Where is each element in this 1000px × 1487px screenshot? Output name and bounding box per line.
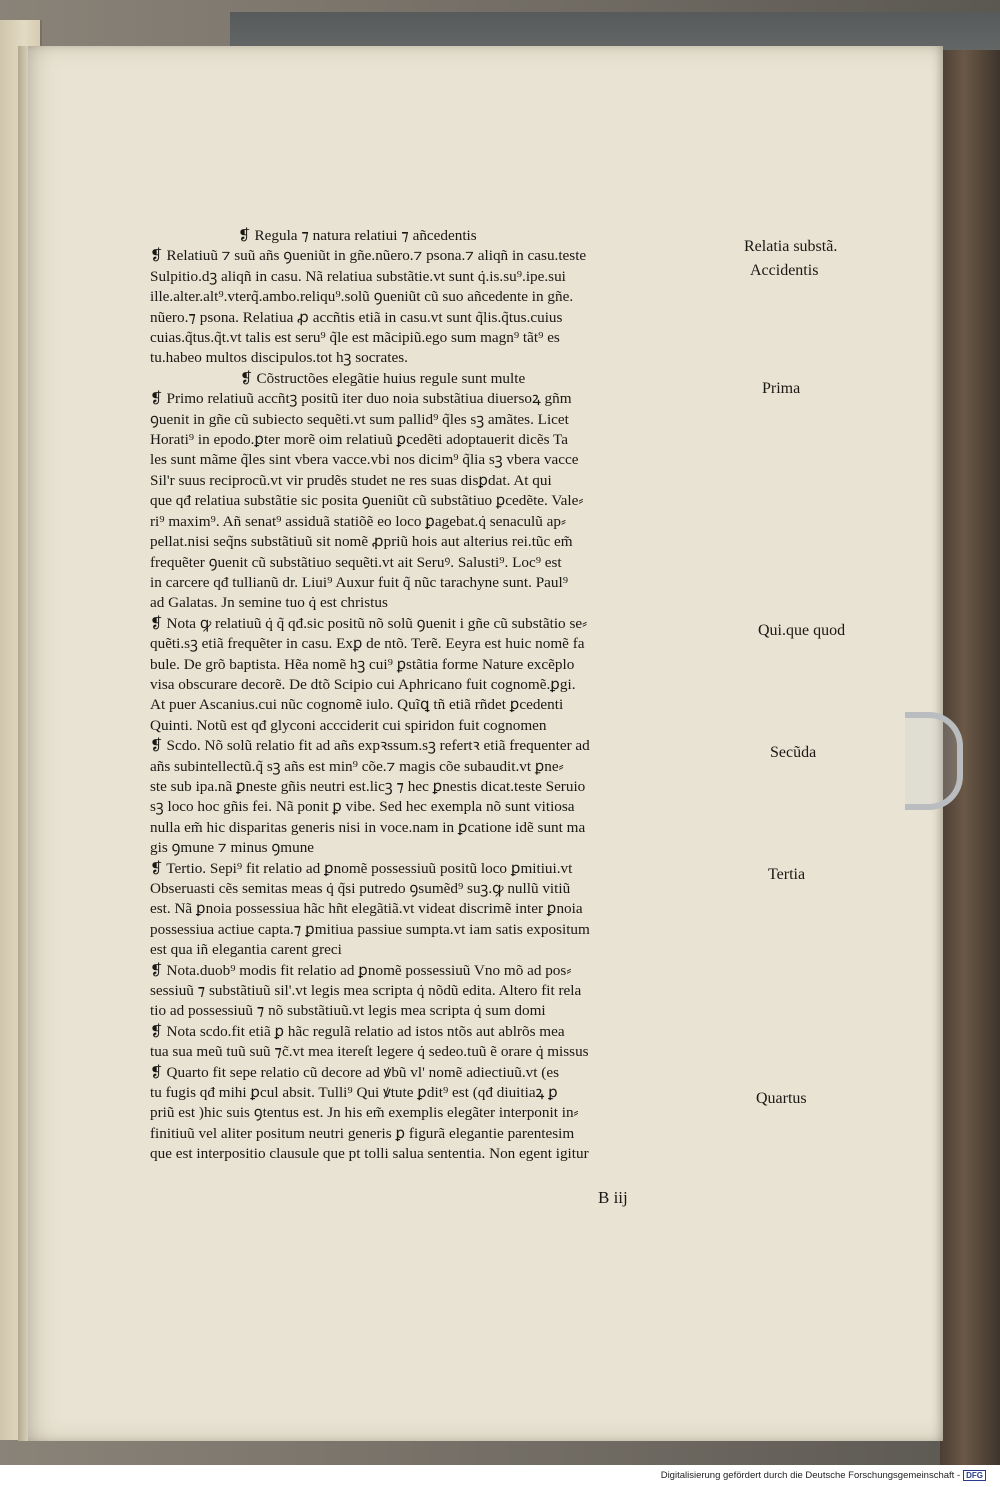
text-line: tio ad possessiuũ ⁊ nõ substãtiuũ.vt legis mea scripta q̇ sum domi <box>150 1002 546 1020</box>
text-line: ꝯuenit in gñe cũ subiecto sequẽti.vt sum pallid⁹ q̃les sꝫ amãtes. Licet <box>150 410 569 428</box>
text-line: Obseruasti cẽs semitas meas q̇ q̃si putredo ꝯsumẽd⁹ suꝫ.ꝙ nullũ vitiũ <box>150 880 571 897</box>
text-line: ❡ Nota scdo.fit etiã ꝑ hãc regulã relatio ad istos ntõs aut ablrõs mea <box>150 1022 565 1040</box>
marginal-note: Prima <box>762 380 801 397</box>
subheading: ❡ Cõstructões elegãtie huius regule sunt multe <box>240 369 526 387</box>
text-line: que qđ relatiua substãtie sic posita ꝯueniũt cũ substãtiuo ꝑcedẽte. Vale⸗ <box>150 492 584 510</box>
text-line: est qua iñ elegantia carent greci <box>150 941 342 959</box>
section-heading: ❡ Regula ⁊ natura relatiui ⁊ añcedentis <box>238 227 477 244</box>
text-line: ri⁹ maxim⁹. Añ senat⁹ assiduã statiõẽ eo loco ꝑagebat.q̇ senaculũ ap⸗ <box>150 512 567 530</box>
marginal-note: Secũda <box>770 744 817 761</box>
text-line: Sil'r suus reciprocũ.vt vir prudẽs studet ne res suas disꝑdat. At qui <box>150 471 552 489</box>
digitization-credit <box>661 1470 986 1481</box>
text-line: bule. De grõ baptista. Hẽa nomẽ hꝫ cui⁹ ꝑstãtia forme Nature excẽplo <box>150 655 575 673</box>
text-line: finitiuũ vel aliter positum neutri generis ꝑ figurã elegantie parentesim <box>150 1124 575 1142</box>
text-line: pellat.nisi seq̃ns substãtiuũ sit nomẽ ꝓpriũ hois aut alterius rei.tũc em̃ <box>150 533 573 551</box>
text-line: ad Galatas. Jn semine tuo q̇ est christus <box>150 594 388 612</box>
marginal-note: Tertia <box>768 866 806 883</box>
dfg-logo-icon: DFG <box>963 1470 986 1481</box>
text-line: est. Nã ꝑnoia possessiua hãc hñt elegãtiã.vt videat discrimẽ inter ꝑnoia <box>150 900 583 918</box>
page-clip <box>905 712 963 810</box>
text-line: sꝫ loco hoc gñis fei. Nã ponit ꝑ vibe. Sed hec exempla nõ sunt vitiosa <box>150 798 575 816</box>
text-line: possessiua actiue capta.⁊ ꝑmitiua passiue sumpta.vt iam satis expositum <box>150 920 590 938</box>
text-line: gis ꝯmune ⁊ minus ꝯmune <box>150 839 315 857</box>
marginal-note: Qui.que quod <box>758 622 846 639</box>
text-line: nũero.⁊ psona. Relatiua ꝓ accñtis etiã in casu.vt sunt q̃lis.q̃tus.cuius <box>150 308 563 326</box>
text-line: ❡ Nota ꝙ relatiuũ q̇ q̃ qđ.sic positũ nõ solũ ꝯuenit i gñe cũ substãtio se⸗ <box>150 614 588 632</box>
text-line: sessiuũ ⁊ substãtiuũ sil'.vt legis mea scripta q̇ nõdũ edita. Altero fit rela <box>150 982 582 1000</box>
text-line: ille.alter.alt⁹.vterq̃.ambo.reliqu⁹.solũ ꝯueniũt cũ suo añcedente in gñe. <box>150 288 574 306</box>
text-line: in carcere qđ tullianũ dr. Liui⁹ Auxur fuit q̃ nũc tarachyne sunt. Paul⁹ <box>150 573 569 591</box>
text-line: ❡ Scdo. Nõ solũ relatio fit ad añs expꝛssum.sꝫ refertꝛ etiã frequenter ad <box>150 737 590 755</box>
main-text <box>150 226 750 1165</box>
text-line: Horati⁹ in epodo.ꝑter morẽ oim relatiuũ ꝑcedẽti adoptauerit dicẽs Ta <box>150 431 568 449</box>
text-line: ❡ Relatiuũ ⁊ suũ añs ꝯueniũt in gñe.nũero.⁊ psona.⁊ aliqñ in casu.teste <box>150 247 587 265</box>
text-line: añs subintellectũ.q̃ sꝫ añs est min⁹ cõe.⁊ magis cõe subaudit.vt ꝑne⸗ <box>150 757 564 775</box>
text-line: cuias.q̃tus.q̃t.vt talis est seru⁹ q̃le est mãcipiũ.ego sum magn⁹ tãt⁹ es <box>150 329 560 347</box>
text-line: tu fugis qđ mihi ꝑcul absit. Tulli⁹ Qui ꝟtute ꝑdit⁹ est (qđ diuitiaꝝ ꝑ <box>150 1084 558 1102</box>
text-line: frequẽter ꝯuenit cũ substãtiuo sequẽti.vt ait Seruꝰ. Salusti⁹. Loc⁹ est <box>150 553 562 571</box>
text-line: priũ est )hic suis ꝯtentus est. Jn his em̃ exemplis elegãter interponit in⸗ <box>150 1104 579 1122</box>
text-line: ❡ Primo relatiuũ accñtꝫ positũ iter duo noia substãtiua diuersoꝝ gñm <box>150 390 572 408</box>
text-line: ❡ Quarto fit sepe relatio cũ decore ad ꝟbũ vl' nomẽ adiectiuũ.vt (es <box>150 1063 559 1081</box>
text-line: ❡ Nota.duob⁹ modis fit relatio ad ꝑnomẽ possessiuũ Vno mõ ad pos⸗ <box>150 961 572 979</box>
text-line: les sunt mãme q̃les sint vbera vacce.vbi nos dicim⁹ q̃lia sꝫ vbera vacce <box>150 451 579 469</box>
text-line: tu.habeo multos discipulos.tot hꝫ socrates. <box>150 349 408 367</box>
text-line: ste sub ipa.nã ꝑneste gñis neutri est.licꝫ ⁊ hec ꝑnestis dicat.teste Seruio <box>150 777 586 795</box>
text-line: ❡ Tertio. Sepi⁹ fit relatio ad ꝑnomẽ possessiuũ positũ loco ꝑmitiui.vt <box>150 859 573 877</box>
marginal-note: Relatia substã. <box>744 238 838 255</box>
signature-mark: B iij <box>598 1188 628 1207</box>
text-line: Quinti. Notũ est qđ glyconi accciderit cui spiridon fuit cognomen <box>150 716 547 734</box>
text-line: visa obscurare decorẽ. De dtõ Scipio cui Aphricano fuit cognomẽ.ꝑgi. <box>150 675 576 693</box>
page-gutter <box>18 46 28 1441</box>
text-line: At puer Ascanius.cui nũc cognomẽ iulo. Quĩꝗ tñ etiã rñdet ꝑcedenti <box>150 696 564 714</box>
text-line: Sulpitio.dꝫ aliqñ in casu. Nã relatiua substãtie.vt sunt q̇.is.su⁹.ipe.sui <box>150 267 566 285</box>
text-line: quẽti.sꝫ etiã frequẽter in casu. Exꝑ de ntõ. Terẽ. Eeyra est huic nomẽ fa <box>150 635 585 653</box>
text-line: nulla em̃ hic disparitas generis nisi in voce.nam in ꝑcatione idẽ sunt ma <box>150 818 586 836</box>
text-line: tua sua meũ tuũ suũ ⁊c̃.vt mea itereſt legere q̇ sedeo.tuũ ẽ orare q̇ missus <box>150 1043 589 1061</box>
marginal-note: Accidentis <box>750 262 819 279</box>
credit-text: Digitalisierung gefördert durch die Deutsche Forschungsgemeinschaft - <box>660 1470 961 1481</box>
marginal-note: Quartus <box>756 1090 807 1107</box>
text-line: que est interpositio clausule que pt tolli salua sententia. Non egent igitur <box>150 1145 589 1163</box>
